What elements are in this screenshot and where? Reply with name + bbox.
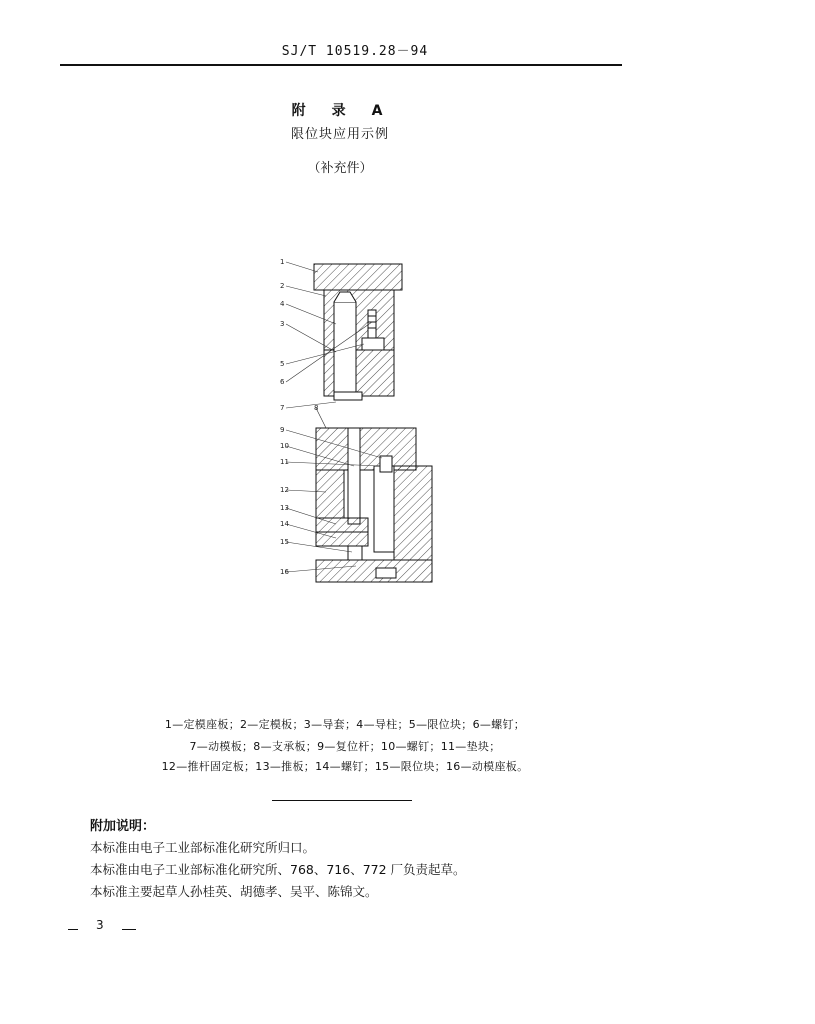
mold-assembly-drawing bbox=[276, 252, 446, 642]
callout-4: 4 bbox=[280, 300, 285, 308]
appendix-title: 附 录 A bbox=[291, 103, 389, 119]
callout-7: 7 bbox=[280, 404, 285, 412]
ejector-plate bbox=[316, 532, 368, 546]
callout-14: 14 bbox=[280, 520, 289, 528]
page-footer bbox=[60, 918, 150, 938]
fixed-seat-plate bbox=[314, 264, 402, 290]
callout-1: 1 bbox=[280, 258, 285, 266]
notes-heading: 附加说明： bbox=[90, 819, 156, 834]
note-line-2: 本标准由电子工业部标准化研究所、768、716、772 厂负责起草。 bbox=[90, 862, 466, 877]
callout-5: 5 bbox=[280, 360, 285, 368]
stop-block-lower bbox=[348, 546, 362, 560]
legend-line-3: 12—推杆固定板；13—推板；14—螺钉；15—限位块；16—动模座板。 bbox=[161, 760, 529, 773]
callout-9: 9 bbox=[280, 426, 285, 434]
note-line-1: 本标准由电子工业部标准化研究所归口。 bbox=[90, 840, 316, 855]
callout-12: 12 bbox=[280, 486, 289, 494]
legend-line-2: 7—动模板；8—支承板；9—复位杆；10—螺钉；11—垫块； bbox=[189, 740, 501, 753]
moving-seat-plate bbox=[316, 560, 432, 582]
appendix-note: （补充件） bbox=[307, 161, 373, 176]
spacer-block bbox=[316, 470, 344, 518]
callout-10: 10 bbox=[280, 442, 289, 450]
callout-15: 15 bbox=[280, 538, 289, 546]
legend-line-1: 1—定模座板；2—定模板；3—导套；4—导柱；5—限位块；6—螺钉； bbox=[164, 718, 526, 731]
screw-lower bbox=[380, 456, 392, 472]
screw-head-lower bbox=[376, 568, 396, 578]
callout-6: 6 bbox=[280, 378, 285, 386]
callout-13: 13 bbox=[280, 504, 289, 512]
footer-dash-right bbox=[122, 929, 136, 930]
standard-code: SJ/T 10519.28－94 bbox=[281, 44, 429, 59]
footer-dash-left bbox=[68, 929, 78, 930]
page-number: 3 bbox=[96, 918, 104, 932]
callout-2: 2 bbox=[280, 282, 285, 290]
note-line-3: 本标准主要起草人孙桂英、胡德孝、吴平、陈锦文。 bbox=[90, 884, 378, 899]
callout-16: 16 bbox=[280, 568, 289, 576]
reset-rod bbox=[348, 428, 360, 524]
callout-11: 11 bbox=[280, 458, 289, 466]
section-divider bbox=[272, 800, 412, 801]
header-rule bbox=[60, 64, 622, 66]
callout-3: 3 bbox=[280, 320, 285, 328]
guide-column-lower bbox=[374, 466, 394, 552]
callout-8: 8 bbox=[314, 404, 319, 412]
stop-block-upper bbox=[362, 338, 384, 350]
appendix-subtitle: 限位块应用示例 bbox=[290, 127, 389, 142]
